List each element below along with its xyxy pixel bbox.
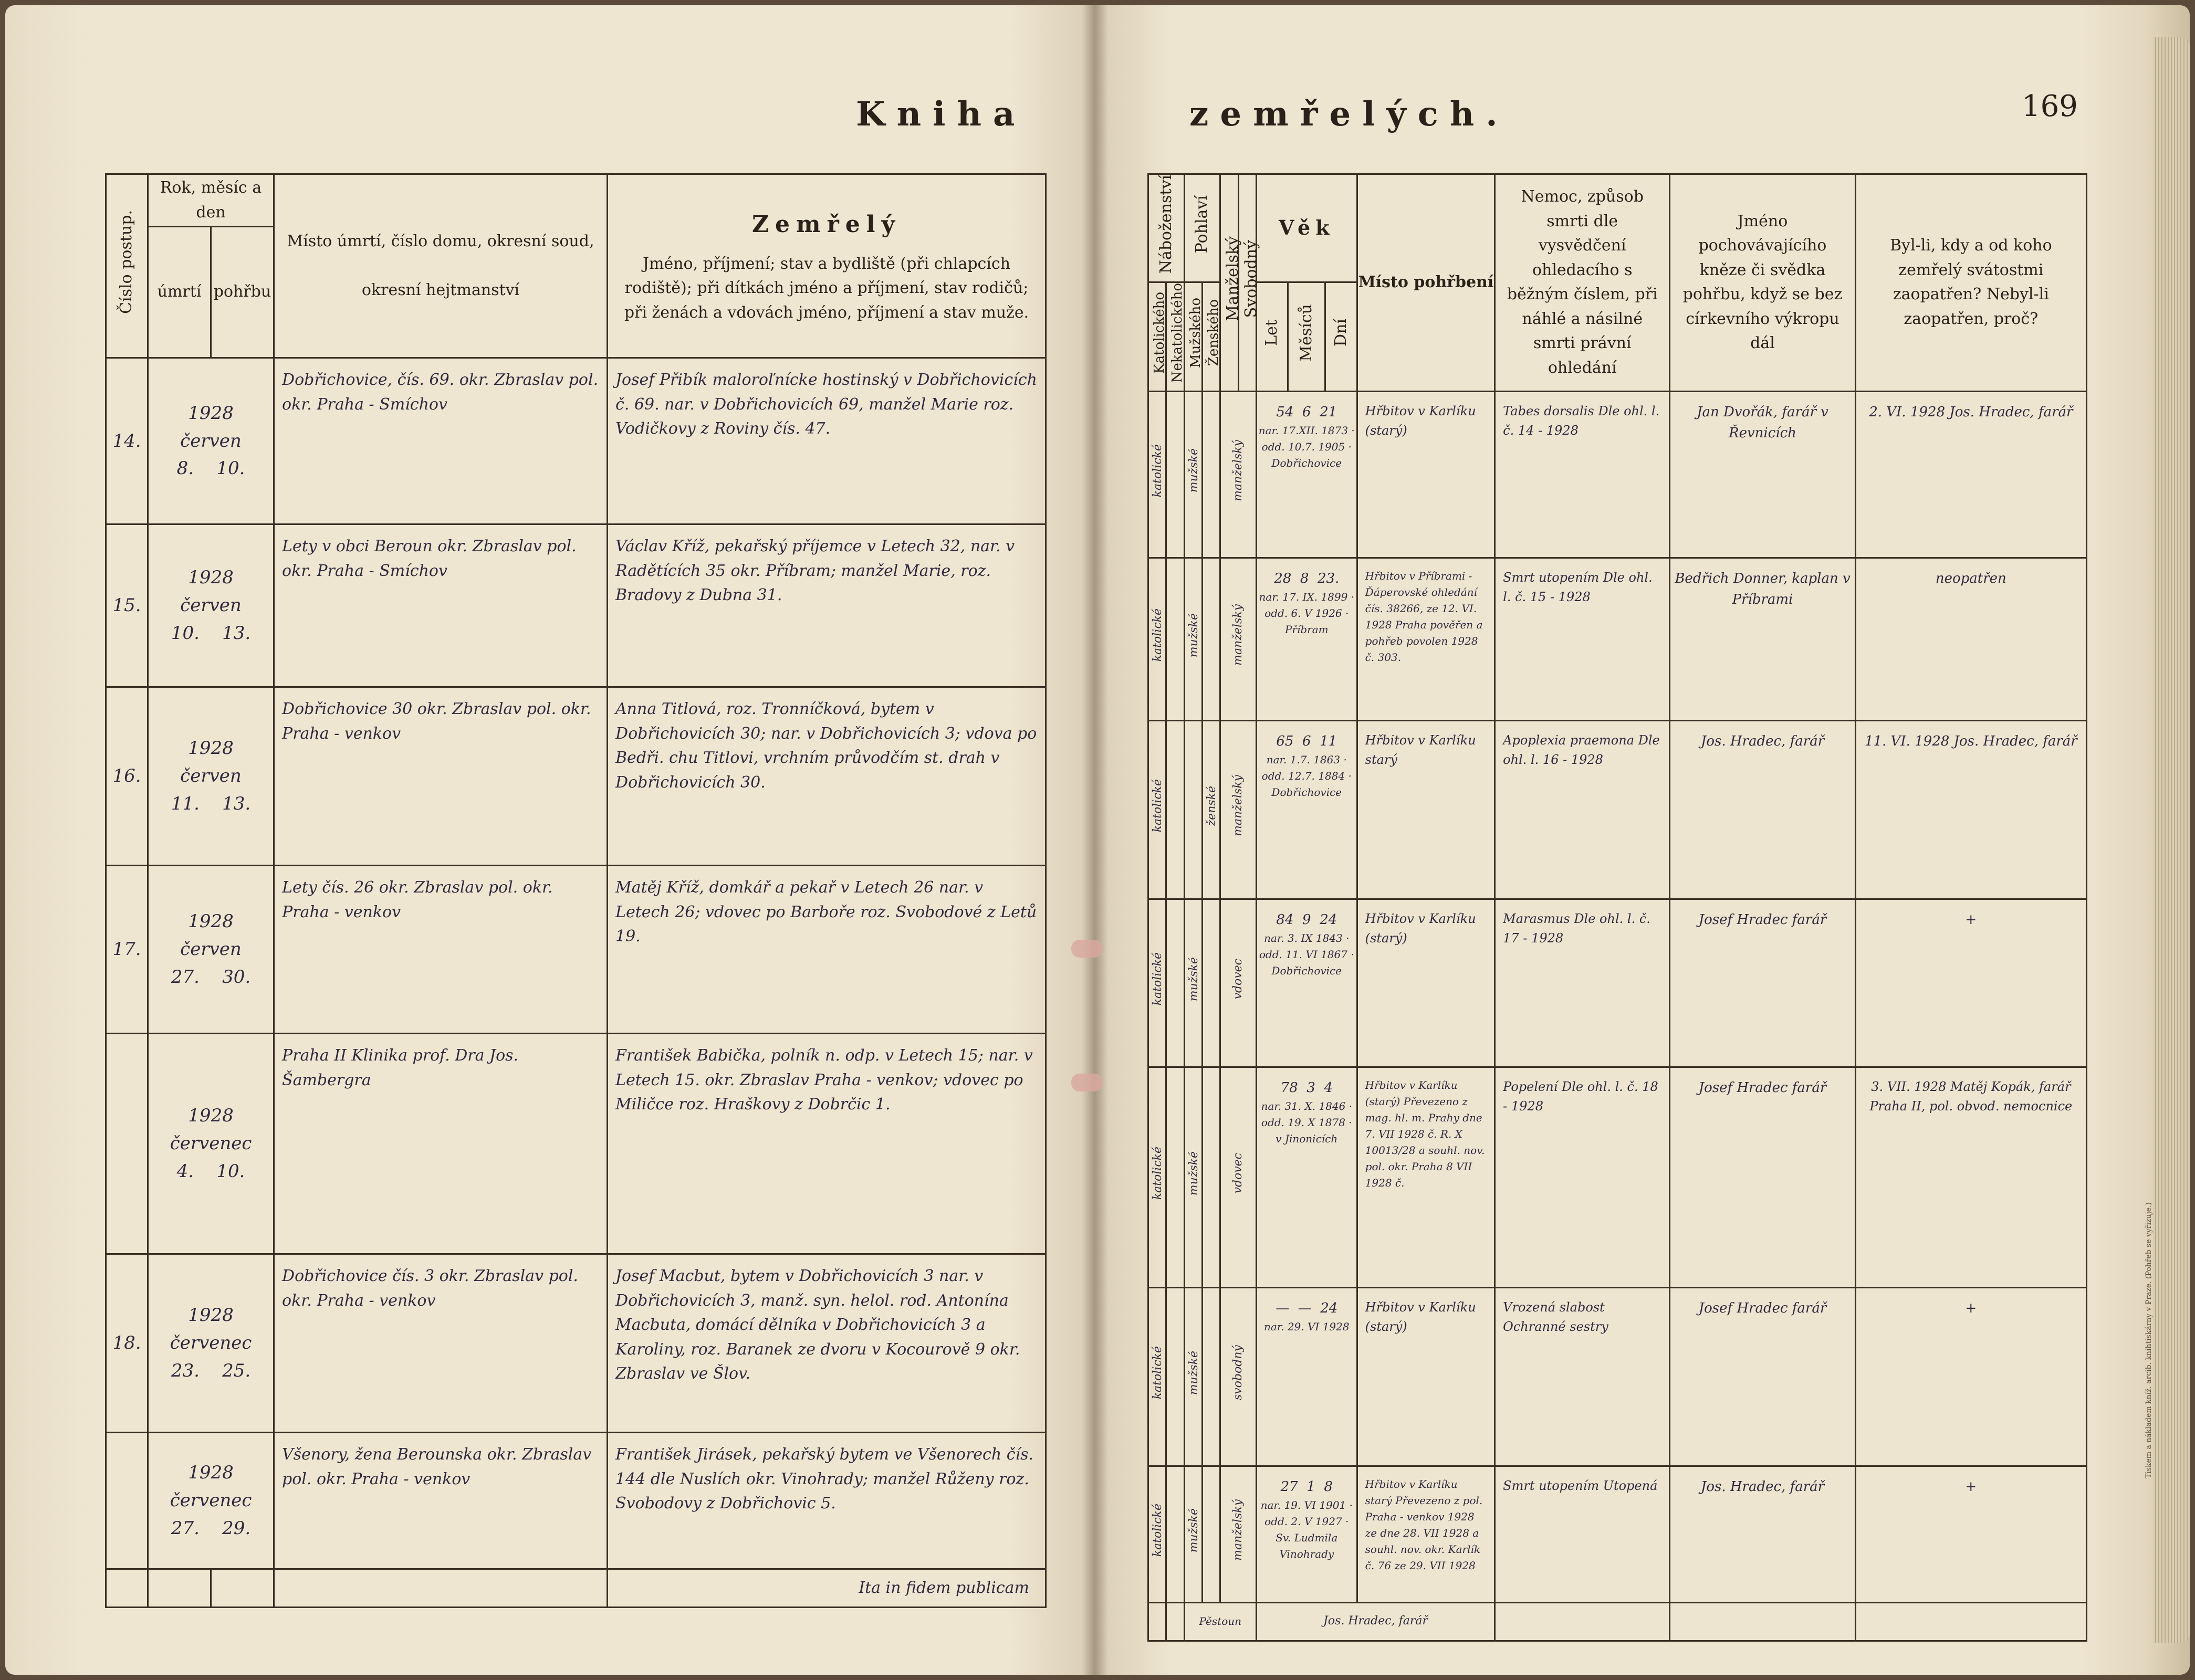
printer-mark: Tiskem a nákladem kníž. arcib. knihtiskárny v Praze. (Pohřeb se vyřizuje.) [2145,1202,2153,1478]
entry-number: 18. [106,1254,148,1433]
col-manzelsky: Manželský [1220,174,1238,392]
table-row [1148,391,2087,558]
table-row [1148,899,2087,1067]
cause-of-death: Apoplexia praemona Dle ohl. l. 16 - 1928 [1495,720,1670,899]
religion-cell: katolické [1148,391,1166,558]
burial-place: Hřbitov v Karlíku (starý) [1357,899,1494,1067]
table-row [1148,558,2087,720]
burial-place: Hřbitov v Karlíku (starý) [1357,391,1494,558]
sacraments: 11. VI. 1928 Jos. Hradec, farář [1855,720,2086,899]
col-nekatolicke: Nekatolického [1166,282,1184,391]
status-cell: manželský [1220,558,1257,720]
col-zaopatren: Byl-li, kdy a od koho zemřelý svátostmi zaopatřen? Nebyl-li zaopatřen, proč? [1855,174,2086,392]
page-tab-marker [1071,1074,1103,1091]
cause-of-death: Smrt utopením Dle ohl. l. č. 15 - 1928 [1495,558,1670,720]
col-pohlavi: Pohlaví [1184,174,1220,282]
burial-place: Hřbitov v Příbrami - Ďáperovské ohledání čís. 38266, ze 12. VI. 1928 Praha pověřen a pohřeb povolen 1928 č. 303. [1357,558,1494,720]
status-cell: manželský [1220,391,1257,558]
status-cell: manželský [1220,1466,1257,1602]
age-cell: 27 1 8 nar. 19. VI 1901 · odd. 2. V 1927 · Sv. Ludmila Vinohrady [1256,1466,1357,1602]
priest-name: Josef Hradec farář [1670,1067,1855,1287]
table-row [106,687,1046,866]
burial-place: Hřbitov v Karlíku starý Převezeno z pol. Praha - venkov 1928 ze dne 28. VII 1928 a souhl. nov. okr. Karlík č. 76 ze 29. VII 1928 [1357,1466,1494,1602]
col-zemrely: Zemřelý Jméno, příjmení; stav a bydliště (při chlapcích rodiště); při dítkách jméno a příjmení, stav rodičů; při ženách a vdovách jméno, příjmení a stav muže. [608,174,1046,358]
sex-cell: mužské [1184,1466,1202,1602]
sacraments: neopatřen [1855,558,2086,720]
sacraments: + [1855,1466,2086,1602]
entry-deceased: Matěj Kříž, domkář a pekař v Letech 26 nar. v Letech 26; vdovec po Barboře roz. Svobodové z Letů 19. [608,866,1046,1034]
footer-note: Ita in fidem publicam [608,1569,1046,1608]
table-row [106,1569,1046,1608]
burial-place: Hřbitov v Karlíku (starý) [1357,1287,1494,1466]
sacraments: + [1855,899,2086,1067]
entry-date: 1928 červenec 27. 29. [148,1433,274,1569]
priest-name: Jos. Hradec, farář [1670,1466,1855,1602]
footer-note: Jos. Hradec, farář [1256,1602,1494,1641]
priest-name: Jan Dvořák, farář v Řevnicích [1670,391,1855,558]
table-row [1148,1602,2087,1641]
sacraments: + [1855,1287,2086,1466]
col-let: Let [1256,282,1288,391]
table-row [106,1254,1046,1433]
priest-name: Bedřich Donner, kaplan v Příbrami [1670,558,1855,720]
sacraments: 2. VI. 1928 Jos. Hradec, farář [1855,391,2086,558]
priest-name: Jos. Hradec, farář [1670,720,1855,899]
col-knez: Jméno pochovávajícího kněze či svědka pohřbu, když se bez církevního výkropu dál [1670,174,1855,392]
title-right: zemřelých. [1189,94,1509,134]
table-row [106,1433,1046,1569]
book-gutter [1082,5,1108,1675]
sex-cell: mužské [1184,558,1202,720]
col-katolicke: Katolického [1148,282,1166,391]
entry-deceased: František Jirásek, pekařský bytem ve Všenorech čís. 144 dle Nuslích okr. Vinohrady; manžel Růženy roz. Svobodovy z Dobřichovic 5. [608,1433,1046,1569]
table-row [1148,1466,2087,1602]
col-dni: Dní [1325,282,1357,391]
table-row [1148,720,2087,899]
religion-cell: katolické [1148,558,1166,720]
sacraments: 3. VII. 1928 Matěj Kopák, farář Praha II, pol. obvod. nemocnice [1855,1067,2086,1287]
entry-date: 1928 červenec 23. 25. [148,1254,274,1433]
entry-deceased: František Babička, polník n. odp. v Letech 15; nar. v Letech 15. okr. Zbraslav Praha - venkov; vdovec po Miličce roz. Hraškovy z Dobrčic 1. [608,1034,1046,1254]
cause-of-death: Smrt utopením Utopená [1495,1466,1670,1602]
entry-deceased: Václav Kříž, pekařský příjemce v Letech 32, nar. v Radětících 35 okr. Příbram; manžel Marie, roz. Bradovy z Dubna 31. [608,524,1046,687]
col-umrti: úmrtí [148,227,211,358]
footer-note: Pěstoun [1184,1602,1256,1641]
status-cell: manželský [1220,720,1257,899]
col-cislo: Číslo postup. [106,174,148,358]
religion-cell: katolické [1148,1287,1166,1466]
col-rok: Rok, měsíc a den [148,174,274,227]
cause-of-death: Vrozená slabost Ochranné sestry [1495,1287,1670,1466]
sex-cell: mužské [1184,899,1202,1067]
col-nemoc: Nemoc, způsob smrti dle vysvědčení ohledacího s běžným číslem, při náhlé a násilné smrti právní ohledání [1495,174,1670,392]
left-register-table [105,173,1047,1608]
col-zenske: Ženského [1202,282,1220,391]
sex-cell: mužské [1184,391,1202,558]
table-row [106,1034,1046,1254]
entry-number: 14. [106,358,148,524]
status-cell: vdovec [1220,899,1257,1067]
page-edges [2153,37,2190,1643]
priest-name: Josef Hradec farář [1670,1287,1855,1466]
entry-date: 1928 červen 8. 10. [148,358,274,524]
burial-place: Hřbitov v Karlíku starý [1357,720,1494,899]
entry-number [106,1433,148,1569]
col-pohrbu: pohřbu [211,227,274,358]
col-mesicu: Měsíců [1288,282,1325,391]
age-cell: 84 9 24 nar. 3. IX 1843 · odd. 11. VI 1867 · Dobřichovice [1256,899,1357,1067]
table-row [106,358,1046,524]
entry-place: Praha II Klinika prof. Dra Jos. Šambergra [274,1034,608,1254]
age-cell: — — 24 nar. 29. VI 1928 [1256,1287,1357,1466]
col-svobodny: Svobodný [1238,174,1256,392]
sex-cell: mužské [1184,1067,1202,1287]
title-left: Kniha [856,94,1027,134]
table-row [106,524,1046,687]
cause-of-death: Tabes dorsalis Dle ohl. l. č. 14 - 1928 [1495,391,1670,558]
entry-place: Dobřichovice 30 okr. Zbraslav pol. okr. Praha - venkov [274,687,608,866]
col-misto-pohrbu: Místo pohřbení [1357,174,1494,392]
page-number: 169 [2022,89,2078,123]
table-row [106,866,1046,1034]
age-cell: 28 8 23. nar. 17. IX. 1899 · odd. 6. V 1926 · Příbram [1256,558,1357,720]
age-cell: 78 3 4 nar. 31. X. 1846 · odd. 19. X 1878 · v Jinonicích [1256,1067,1357,1287]
entry-place: Lety v obci Beroun okr. Zbraslav pol. okr. Praha - Smíchov [274,524,608,687]
religion-cell: katolické [1148,720,1166,899]
table-row [1148,1287,2087,1466]
entry-number: 15. [106,524,148,687]
entry-place: Lety čís. 26 okr. Zbraslav pol. okr. Praha - venkov [274,866,608,1034]
entry-date: 1928 červen 10. 13. [148,524,274,687]
entry-number: 16. [106,687,148,866]
col-vek: Věk [1256,174,1357,282]
sex-cell: mužské [1184,1287,1202,1466]
age-cell: 54 6 21 nar. 17.XII. 1873 · odd. 10.7. 1905 · Dobřichovice [1256,391,1357,558]
entry-number: 17. [106,866,148,1034]
priest-name: Josef Hradec farář [1670,899,1855,1067]
entry-deceased: Anna Titlová, roz. Tronníčková, bytem v Dobřichovicích 30; nar. v Dobřichovicích 3; vdova po Bedři. chu Titlovi, vrchním průvodčím st. drah v Dobřichovicích 30. [608,687,1046,866]
sex-cell: ženské [1202,720,1220,899]
entry-deceased: Josef Přibík maloroľnícke hostinský v Dobřichovicích č. 69. nar. v Dobřichovicích 69, manžel Marie roz. Vodičkovy z Roviny čís. 47. [608,358,1046,524]
status-cell: vdovec [1220,1067,1257,1287]
religion-cell: katolické [1148,1067,1166,1287]
age-cell: 65 6 11 nar. 1.7. 1863 · odd. 12.7. 1884 · Dobřichovice [1256,720,1357,899]
entry-date: 1928 červen 11. 13. [148,687,274,866]
cause-of-death: Popelení Dle ohl. l. č. 18 - 1928 [1495,1067,1670,1287]
burial-place: Hřbitov v Karlíku (starý) Převezeno z mag. hl. m. Prahy dne 7. VII 1928 č. R. X 10013/28 a souhl. nov. pol. okr. Praha 8 VII 1928 č. [1357,1067,1494,1287]
religion-cell: katolické [1148,899,1166,1067]
col-muzske: Mužského [1184,282,1202,391]
entry-place: Dobřichovice čís. 3 okr. Zbraslav pol. okr. Praha - venkov [274,1254,608,1433]
entry-place: Dobřichovice, čís. 69. okr. Zbraslav pol. okr. Praha - Smíchov [274,358,608,524]
entry-deceased: Josef Macbut, bytem v Dobřichovicích 3 nar. v Dobřichovicích 3, manž. syn. helol. rod. Antonína Macbuta, domácí dělníka v Dobřichovicích 3 a Karoliny, roz. Baranek ze dvoru v Kocourově 9 okr. Zbraslav ve Šlov. [608,1254,1046,1433]
cause-of-death: Marasmus Dle ohl. l. č. 17 - 1928 [1495,899,1670,1067]
entry-date: 1928 červenec 4. 10. [148,1034,274,1254]
entry-number [106,1034,148,1254]
religion-cell: katolické [1148,1466,1166,1602]
col-nabozenstvi: Náboženství [1148,174,1185,282]
page-tab-marker [1071,940,1103,958]
right-register-table [1147,173,2087,1642]
table-row [1148,1067,2087,1287]
entry-date: 1928 červen 27. 30. [148,866,274,1034]
entry-place: Všenory, žena Berounska okr. Zbraslav pol. okr. Praha - venkov [274,1433,608,1569]
register-book [5,5,2190,1675]
col-misto: Místo úmrtí, číslo domu, okresní soud, okresní hejtmanství [274,174,608,358]
status-cell: svobodný [1220,1287,1257,1466]
